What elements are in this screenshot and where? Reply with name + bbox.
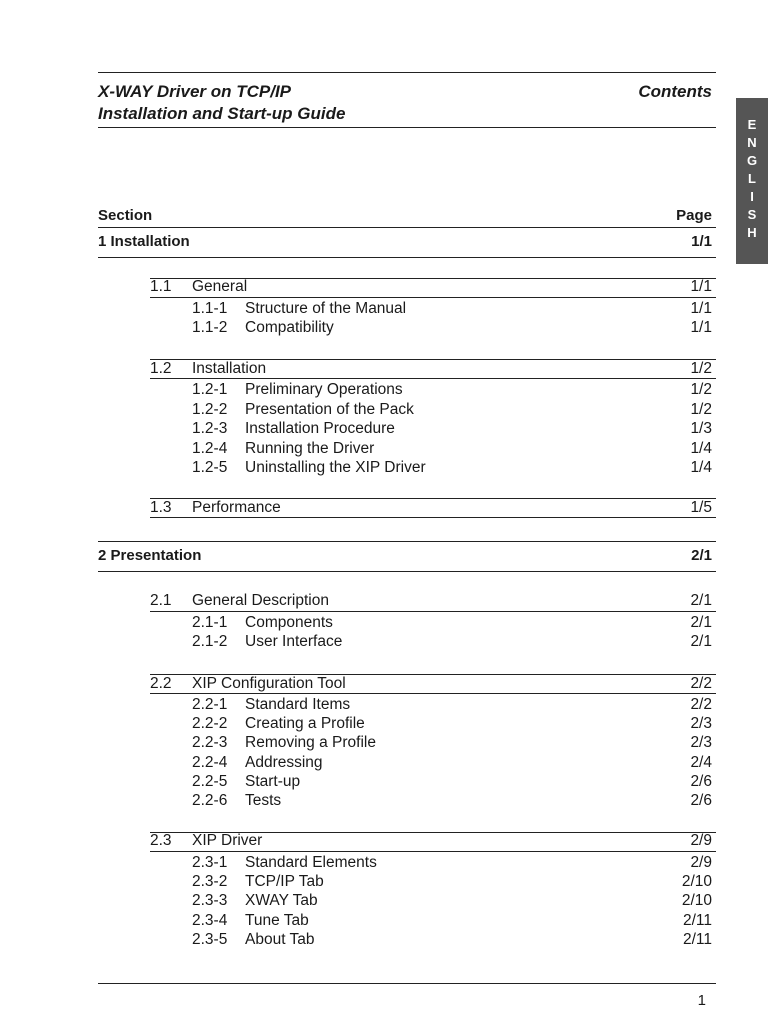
chapter-title: 1 Installation	[98, 233, 190, 250]
subsection-title: Compatibility	[245, 319, 334, 336]
subsection-title: Tune Tab	[245, 912, 309, 929]
subsection-page: 2/3	[690, 715, 712, 732]
tab-letter: L	[748, 171, 756, 186]
subsection-number: 1.2-3	[192, 420, 228, 437]
section-number: 1.1	[150, 278, 172, 295]
subsection-page: 1/2	[690, 401, 712, 418]
subsection-page: 2/6	[690, 773, 712, 790]
subsection-number: 1.2-5	[192, 459, 228, 476]
subsection-number: 1.2-4	[192, 440, 228, 457]
subsection-title: Creating a Profile	[245, 715, 365, 732]
subsection-number: 1.2-2	[192, 401, 228, 418]
subsection-number: 2.2-1	[192, 696, 228, 713]
section-underline	[150, 611, 716, 612]
document-title: X-WAY Driver on TCP/IP	[98, 82, 292, 101]
subsection-number: 2.1-2	[192, 633, 228, 650]
subsection-page: 2/11	[682, 931, 712, 948]
subsection-number: 2.2-6	[192, 792, 228, 809]
section-title: Performance	[192, 499, 281, 516]
chapter-page: 2/1	[691, 547, 712, 564]
chapter-title: 2 Presentation	[98, 547, 202, 564]
subsection-number: 2.3-4	[192, 912, 228, 929]
chapter-page: 1/1	[691, 233, 712, 250]
section-page: 2/1	[690, 592, 712, 609]
section-page: 2/2	[690, 675, 712, 692]
subsection-number: 1.1-1	[192, 300, 228, 317]
subsection-number: 2.2-3	[192, 734, 228, 751]
subsection-page: 1/3	[690, 420, 712, 437]
section-page: 2/9	[690, 832, 712, 849]
column-header-rule	[98, 227, 716, 228]
section-underline	[150, 297, 716, 298]
subsection-page: 2/10	[681, 873, 712, 890]
contents-label: Contents	[638, 82, 712, 101]
tab-letter: H	[747, 225, 757, 240]
section-underline	[150, 851, 716, 852]
section-page: 1/2	[690, 360, 712, 377]
subsection-title: Standard Elements	[245, 854, 377, 871]
subsection-title: XWAY Tab	[245, 892, 318, 909]
chapter-rule	[98, 571, 716, 572]
subsection-title: About Tab	[245, 931, 315, 948]
section-column-label: Section	[98, 207, 153, 224]
subsection-title: Running the Driver	[245, 440, 375, 457]
header-bottom-rule	[98, 127, 716, 128]
section-title: XIP Driver	[192, 832, 263, 849]
document-subtitle: Installation and Start-up Guide	[98, 104, 346, 123]
subsection-title: Start-up	[245, 773, 301, 790]
header-top-rule	[98, 72, 716, 73]
section-title: General Description	[192, 592, 329, 609]
subsection-title: Addressing	[245, 754, 323, 771]
subsection-number: 2.2-2	[192, 715, 228, 732]
subsection-number: 2.3-2	[192, 873, 228, 890]
subsection-number: 2.1-1	[192, 614, 228, 631]
tab-letter: I	[750, 189, 754, 204]
tab-letter: E	[747, 117, 757, 132]
subsection-title: Removing a Profile	[245, 734, 376, 751]
section-underline	[150, 517, 716, 518]
subsection-page: 1/1	[690, 300, 712, 317]
subsection-title: TCP/IP Tab	[245, 873, 324, 890]
subsection-title: Tests	[245, 792, 282, 809]
tab-letter: S	[747, 207, 757, 222]
tab-letter: G	[746, 153, 758, 168]
section-number: 2.1	[150, 592, 172, 609]
subsection-page: 2/1	[690, 614, 712, 631]
subsection-page: 2/4	[690, 754, 712, 771]
subsection-page: 2/9	[690, 854, 712, 871]
subsection-page: 1/4	[690, 440, 712, 457]
tab-letter: N	[747, 135, 757, 150]
section-number: 2.2	[150, 675, 172, 692]
subsection-page: 2/6	[690, 792, 712, 809]
subsection-title: Uninstalling the XIP Driver	[245, 459, 426, 476]
subsection-title: Standard Items	[245, 696, 351, 713]
subsection-title: Installation Procedure	[245, 420, 395, 437]
subsection-title: Components	[245, 614, 333, 631]
language-tab	[736, 98, 768, 264]
footer-rule	[98, 983, 716, 984]
subsection-number: 2.2-4	[192, 754, 228, 771]
subsection-page: 2/1	[690, 633, 712, 650]
section-underline	[150, 693, 716, 694]
subsection-title: Preliminary Operations	[245, 381, 403, 398]
section-title: XIP Configuration Tool	[192, 675, 346, 692]
subsection-title: Structure of the Manual	[245, 300, 407, 317]
subsection-number: 1.2-1	[192, 381, 228, 398]
subsection-number: 1.1-2	[192, 319, 228, 336]
section-number: 2.3	[150, 832, 172, 849]
subsection-number: 2.3-5	[192, 931, 228, 948]
chapter-rule	[98, 257, 716, 258]
subsection-page: 1/4	[690, 459, 712, 476]
section-title: Installation	[192, 360, 267, 377]
subsection-title: Presentation of the Pack	[245, 401, 414, 418]
subsection-number: 2.3-1	[192, 854, 228, 871]
subsection-page: 2/2	[690, 696, 712, 713]
section-number: 1.3	[150, 499, 172, 516]
subsection-number: 2.2-5	[192, 773, 228, 790]
section-underline	[150, 378, 716, 379]
page-column-label: Page	[676, 207, 712, 224]
page-number: 1	[697, 992, 706, 1009]
subsection-page: 1/2	[690, 381, 712, 398]
subsection-page: 1/1	[690, 319, 712, 336]
chapter-top-rule	[98, 541, 716, 542]
section-page: 1/5	[690, 499, 712, 516]
subsection-page: 2/10	[681, 892, 712, 909]
subsection-page: 2/11	[682, 912, 712, 929]
section-title: General	[192, 278, 248, 295]
subsection-page: 2/3	[690, 734, 712, 751]
subsection-number: 2.3-3	[192, 892, 228, 909]
section-number: 1.2	[150, 360, 172, 377]
subsection-title: User Interface	[245, 633, 343, 650]
section-page: 1/1	[690, 278, 712, 295]
